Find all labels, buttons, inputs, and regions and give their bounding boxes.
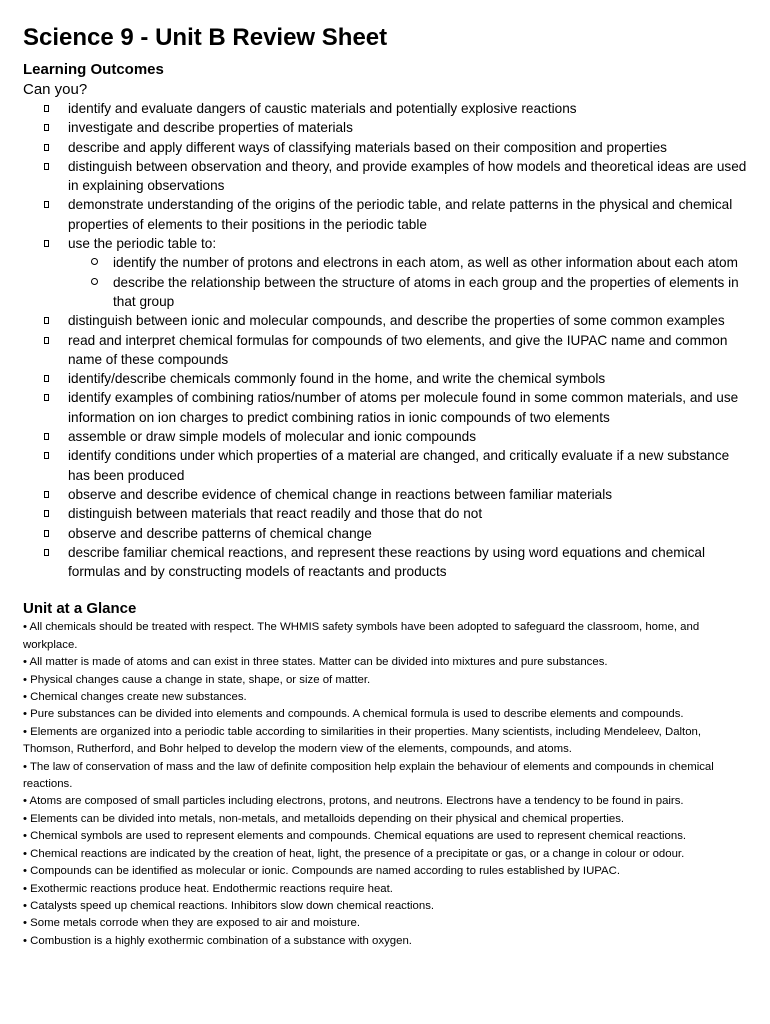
page-title: Science 9 - Unit B Review Sheet (23, 24, 388, 51)
circle-bullet-icon (91, 258, 98, 265)
learning-outcome-subitem (68, 253, 748, 272)
learning-outcome-text: distinguish between ionic and molecular compounds, and describe the properties of some common examples (68, 313, 725, 329)
glance-item: • Elements can be divided into metals, non-metals, and metalloids depending on their physical and chemical properties. (23, 812, 625, 825)
document-page (23, 22, 748, 950)
learning-outcome-item (23, 118, 748, 137)
checkbox-icon (44, 201, 49, 208)
glance-item: • Chemical reactions are indicated by the creation of heat, light, the presence of a precipitate or gas, or a change in colour or odour. (23, 847, 685, 860)
learning-outcome-item (23, 446, 748, 485)
learning-outcome-text: read and interpret chemical formulas for compounds of two elements, and give the IUPAC name and common name of these compounds (68, 332, 728, 367)
learning-outcomes-heading: Learning Outcomes (23, 61, 164, 78)
checkbox-icon (44, 394, 49, 401)
checkbox-icon (44, 510, 49, 517)
learning-outcome-item (23, 427, 748, 446)
learning-outcome-item (23, 331, 748, 370)
learning-outcome-text: investigate and describe properties of materials (68, 120, 353, 136)
checkbox-icon (44, 530, 49, 537)
checkbox-icon (44, 317, 49, 324)
learning-outcome-item (23, 485, 748, 504)
learning-outcome-text: identify and evaluate dangers of caustic materials and potentially explosive reactions (68, 101, 577, 116)
glance-item: • Catalysts speed up chemical reactions. Inhibitors slow down chemical reactions. (23, 899, 435, 912)
glance-item: • Physical changes cause a change in state, shape, or size of matter. (23, 673, 371, 686)
learning-outcome-item (23, 543, 748, 582)
glance-item: • Chemical symbols are used to represent elements and compounds. Chemical equations are used to represent chemical reactions. (23, 830, 687, 843)
learning-outcome-subitem-text: identify the number of protons and electrons in each atom, as well as other information about each atom (113, 255, 738, 271)
learning-outcome-subitem (68, 273, 748, 312)
learning-outcome-text: identify examples of combining ratios/number of atoms per molecule found in some common materials, and use information on ion charges to predict combining ratios in ionic compounds of two elements (68, 390, 739, 425)
learning-outcomes-list (23, 99, 748, 581)
glance-item: • All chemicals should be treated with respect. The WHMIS safety symbols have been adopted to safeguard the classroom, home, and workplace. (23, 621, 700, 651)
glance-item: • Pure substances can be divided into elements and compounds. A chemical formula is used to describe elements and compounds. (23, 708, 684, 721)
learning-outcome-item (23, 524, 748, 543)
checkbox-icon (44, 240, 49, 247)
learning-outcome-text: describe familiar chemical reactions, and represent these reactions by using word equations and chemical formulas and by constructing models of reactants and products (68, 544, 705, 580)
learning-outcome-item (23, 504, 748, 523)
glance-item: • Chemical changes create new substances. (23, 691, 247, 704)
unit-at-a-glance-list (23, 619, 748, 950)
learning-outcome-item (23, 99, 748, 118)
unit-at-a-glance-heading: Unit at a Glance (23, 600, 137, 618)
learning-outcome-text: assemble or draw simple models of molecular and ionic compounds (68, 429, 477, 445)
learning-outcome-item (23, 369, 748, 388)
learning-outcome-text: identify conditions under which properties of a material are changed, and critically evaluate if a new substance has been produced (68, 448, 730, 483)
checkbox-icon (44, 433, 49, 440)
circle-bullet-icon (91, 278, 98, 285)
learning-outcome-text: observe and describe evidence of chemical change in reactions between familiar materials (68, 486, 613, 502)
checkbox-icon (44, 491, 49, 498)
glance-item: • Compounds can be identified as molecular or ionic. Compounds are named according to rules established by IUPAC. (23, 865, 621, 878)
checkbox-icon (44, 375, 49, 382)
learning-outcome-item (23, 157, 748, 196)
checkbox-icon (44, 452, 49, 459)
learning-outcome-subitem-text: describe the relationship between the structure of atoms in each group and the properties of elements in that group (113, 274, 739, 309)
learning-outcome-text: distinguish between materials that react readily and those that do not (68, 506, 483, 522)
learning-outcome-text: describe and apply different ways of classifying materials based on their composition and properties (68, 139, 667, 155)
glance-item: • Atoms are composed of small particles including electrons, protons, and neutrons. Electrons have a tendency to be found in pairs. (23, 795, 684, 808)
glance-item: • Combustion is a highly exothermic combination of a substance with oxygen. (23, 934, 412, 947)
learning-outcome-text: demonstrate understanding of the origins of the periodic table, and relate patterns in the physical and chemical properties of elements to their positions in the periodic table (68, 197, 733, 232)
checkbox-icon (44, 337, 49, 344)
glance-item: • Elements are organized into a periodic table according to similarities in their properties. Many scientists, including Mendeleev, Dalton, Thomson, Rutherford, and Bohr helped to develop the modern view of the elements, compounds, and atoms. (23, 725, 702, 756)
learning-outcome-item (23, 388, 748, 427)
learning-outcome-sublist (68, 253, 748, 311)
learning-outcome-text: use the periodic table to: (68, 236, 217, 252)
can-you-prompt: Can you? (23, 81, 88, 98)
glance-item: • Exothermic reactions produce heat. Endothermic reactions require heat. (23, 882, 393, 895)
glance-item: • Some metals corrode when they are exposed to air and moisture. (23, 917, 361, 930)
checkbox-icon (44, 163, 49, 170)
glance-item: • All matter is made of atoms and can exist in three states. Matter can be divided into mixtures and pure substances. (23, 656, 608, 669)
checkbox-icon (44, 549, 49, 556)
checkbox-icon (44, 105, 49, 112)
checkbox-icon (44, 144, 49, 151)
learning-outcome-item (23, 234, 748, 311)
learning-outcome-item (23, 138, 748, 157)
learning-outcome-text: observe and describe patterns of chemical change (68, 525, 372, 541)
glance-item: • The law of conservation of mass and the law of definite composition help explain the behaviour of elements and compounds in chemical reactions. (23, 760, 714, 791)
learning-outcome-item (23, 195, 748, 234)
learning-outcome-text: distinguish between observation and theory, and provide examples of how models and theoretical ideas are used in explaining observations (68, 158, 747, 194)
learning-outcome-item (23, 311, 748, 330)
checkbox-icon (44, 124, 49, 131)
learning-outcome-text: identify/describe chemicals commonly found in the home, and write the chemical symbols (68, 371, 606, 387)
